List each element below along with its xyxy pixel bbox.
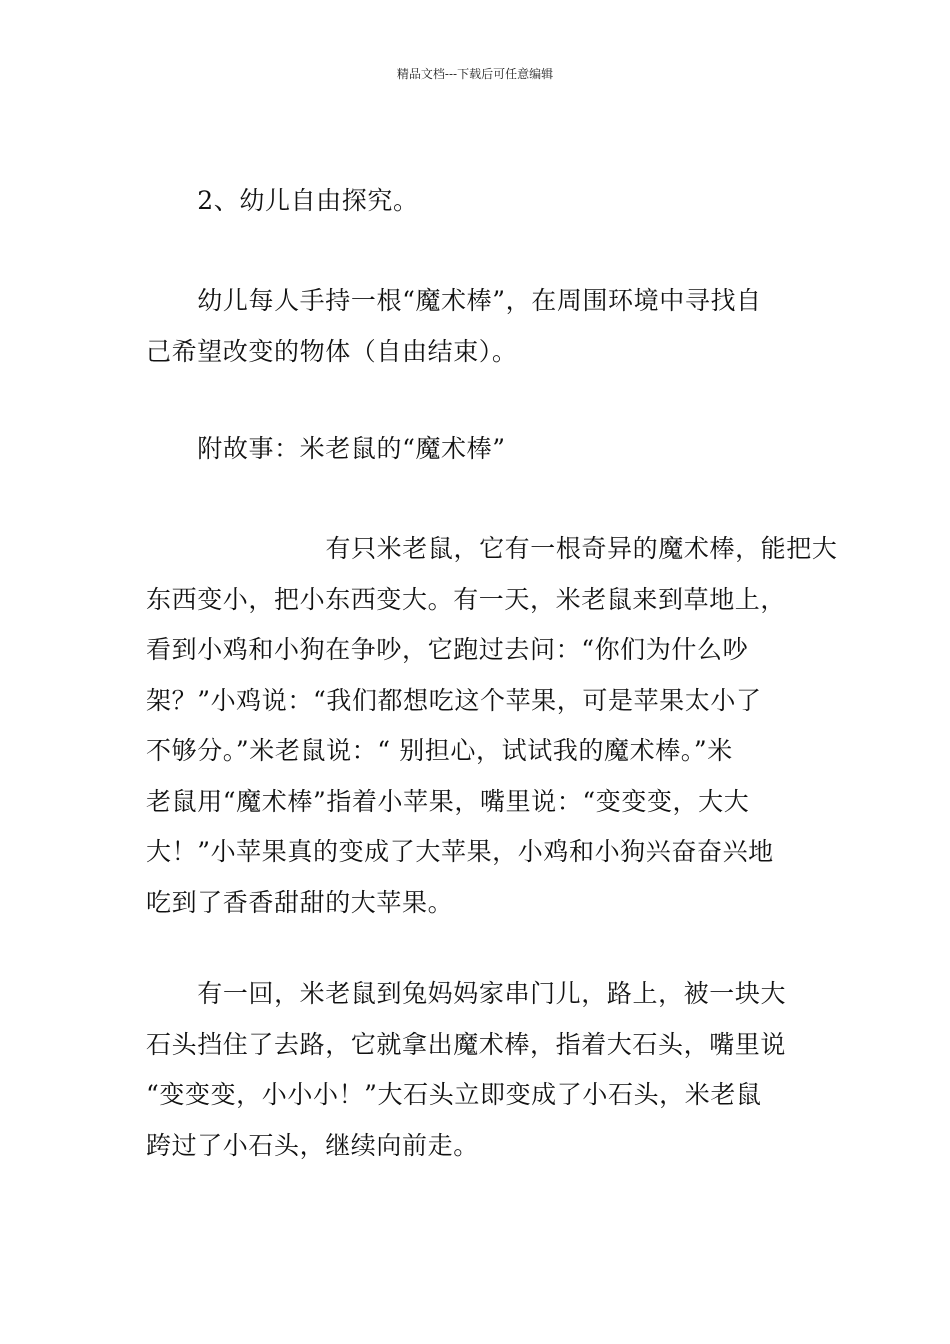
text-line: 不够分。”米老鼠说：“ 别担心，试试我的魔术棒。”米 [146,736,733,765]
text-line: 看到小鸡和小狗在争吵，它跑过去问：“你们为什么吵 [146,635,749,664]
text-line: 吃到了香香甜甜的大苹果。 [146,887,454,917]
text-line: “变变变，小小小！”大石头立即变成了小石头，米老鼠 [146,1080,762,1109]
story-paragraph-stone [146,969,808,1171]
text-line: 有一回，米老鼠到兔妈妈家串门儿，路上，被一块大 [146,979,787,1008]
text-line: 石头挡住了去路，它就拿出魔术棒，指着大石头，嘴里说 [146,1029,787,1059]
text-line: 东西变小，把小东西变大。有一天，米老鼠来到草地上， [146,584,787,614]
text-line: 附故事：米老鼠的“魔术棒” [146,434,506,463]
text-line: 有只米老鼠，它有一根奇异的魔术棒，能把大 [146,534,838,563]
text-line: 架？”小鸡说：“我们都想吃这个苹果，可是苹果太小了 [146,685,762,715]
story-title [146,424,808,475]
story-paragraph-apple [146,524,838,928]
paragraph-magic-wand-activity [146,276,808,377]
paragraph-step-two [146,176,808,227]
text-line: 老鼠用“魔术棒”指着小苹果，嘴里说：“变变变，大大 [146,786,750,816]
text-line: 跨过了小石头，继续向前走。 [146,1130,479,1160]
text-line: 2、幼儿自由探究。 [146,186,419,215]
page-header: 精品文档---下载后可任意编辑 [396,67,554,81]
text-line: 大！”小苹果真的变成了大苹果，小鸡和小狗兴奋奋兴地 [146,837,774,866]
text-line: 幼儿每人手持一根“魔术棒”，在周围环境中寻找自 [146,286,762,315]
text-line: 己希望改变的物体（自由结束）。 [146,336,518,366]
